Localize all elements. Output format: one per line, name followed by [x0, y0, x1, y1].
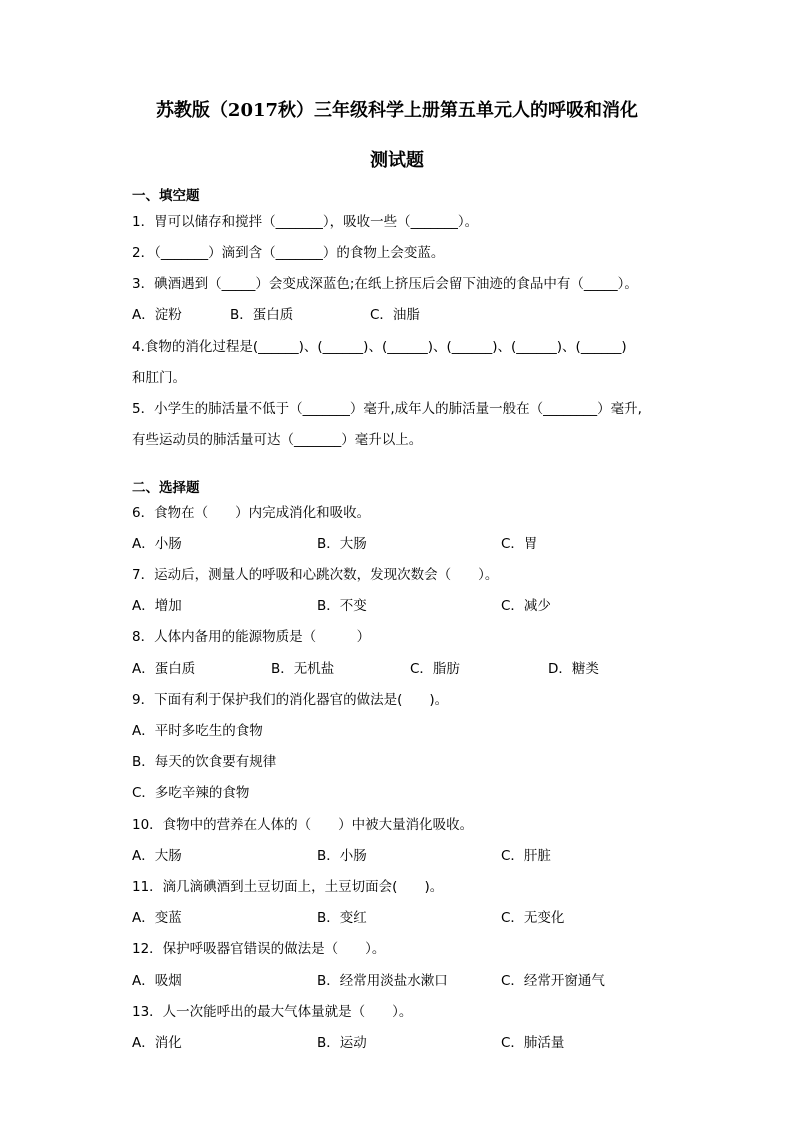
q6-option-a: A．小肠: [132, 536, 182, 552]
q12-option-a: A．吸烟: [132, 973, 182, 989]
question-7: 7．运动后，测量人的呼吸和心跳次数，发现次数会（ ）。: [132, 567, 499, 583]
q10-option-c: C．肝脏: [501, 848, 551, 864]
section-choice-heading: 二、选择题: [132, 480, 200, 496]
q3-option-a: A．淀粉: [132, 307, 182, 323]
q10-option-b: B．小肠: [317, 848, 367, 864]
question-4-line-1: 4.食物的消化过程是(______)、(______)、(______)、(______)、(______)、(______): [132, 339, 627, 355]
q11-option-a: A．变蓝: [132, 910, 182, 926]
question-4-line-2: 和肛门。: [132, 370, 186, 386]
q8-option-d: D．糖类: [548, 661, 599, 677]
question-1: 1．胃可以储存和搅拌（_______），吸收一些（_______）。: [132, 214, 479, 230]
q11-option-c: C．无变化: [501, 910, 565, 926]
question-9: 9．下面有利于保护我们的消化器官的做法是( )。: [132, 692, 449, 708]
question-10: 10．食物中的营养在人体的（ ）中被大量消化吸收。: [132, 817, 474, 833]
question-11: 11．滴几滴碘酒到土豆切面上，土豆切面会( )。: [132, 879, 444, 895]
q9-option-b: B．每天的饮食要有规律: [132, 754, 277, 770]
q6-option-c: C．胃: [501, 536, 538, 552]
q3-option-b: B．蛋白质: [230, 307, 294, 323]
section-fill-blank-heading: 一、填空题: [132, 188, 200, 204]
q9-option-a: A．平时多吃生的食物: [132, 723, 263, 739]
title-line-1: 苏教版（2017秋）三年级科学上册第五单元人的呼吸和消化: [155, 100, 639, 121]
q9-option-c: C．多吃辛辣的食物: [132, 785, 250, 801]
q7-option-a: A．增加: [132, 598, 182, 614]
q3-option-c: C．油脂: [370, 307, 420, 323]
q13-option-a: A．消化: [132, 1035, 182, 1051]
q11-option-b: B．变红: [317, 910, 367, 926]
q8-option-c: C．脂肪: [410, 661, 460, 677]
title-line-2: 测试题: [370, 150, 424, 171]
question-3: 3．碘酒遇到（_____）会变成深蓝色;在纸上挤压后会留下油迹的食品中有（_____）。: [132, 276, 638, 292]
q13-option-b: B．运动: [317, 1035, 367, 1051]
q12-option-b: B．经常用淡盐水漱口: [317, 973, 448, 989]
q7-option-c: C．减少: [501, 598, 551, 614]
question-8: 8．人体内备用的能源物质是（ ）: [132, 629, 371, 645]
q10-option-a: A．大肠: [132, 848, 182, 864]
q6-option-b: B．大肠: [317, 536, 367, 552]
question-5-line-2: 有些运动员的肺活量可达（_______）毫升以上。: [132, 432, 423, 448]
question-13: 13．人一次能呼出的最大气体量就是（ ）。: [132, 1004, 413, 1020]
question-6: 6．食物在（ ）内完成消化和吸收。: [132, 505, 371, 521]
q8-option-a: A．蛋白质: [132, 661, 196, 677]
question-5-line-1: 5．小学生的肺活量不低于（_______）毫升,成年人的肺活量一般在（________）毫升,: [132, 401, 642, 417]
q12-option-c: C．经常开窗通气: [501, 973, 605, 989]
question-12: 12．保护呼吸器官错误的做法是（ ）。: [132, 941, 386, 957]
q7-option-b: B．不变: [317, 598, 367, 614]
q8-option-b: B．无机盐: [271, 661, 335, 677]
question-2: 2．（_______）滴到含（_______）的食物上会变蓝。: [132, 245, 445, 261]
q13-option-c: C．肺活量: [501, 1035, 565, 1051]
